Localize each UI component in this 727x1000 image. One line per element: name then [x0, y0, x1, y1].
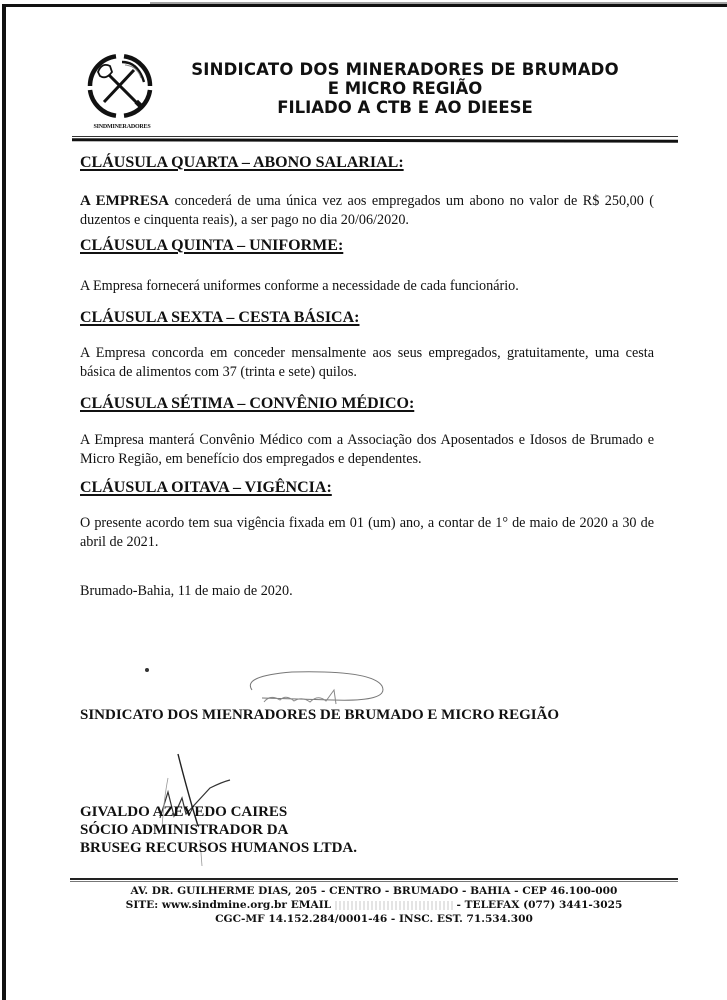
footer-registry: CGC-MF 14.152.284/0001-46 - INSC. EST. 71.534.300 [215, 913, 533, 925]
scan-border-left [2, 4, 6, 1000]
company-signatory-role: SÓCIO ADMINISTRADOR DA [80, 822, 289, 838]
scan-border-corner [2, 4, 16, 6]
union-signatory-name: SINDICATO DOS MIENRADORES DE BRUMADO E MICRO REGIÃO [80, 707, 560, 723]
company-signatory-name: GIVALDO AZEVEDO CAIRES [80, 804, 288, 820]
scan-border-top [2, 4, 727, 7]
clause-5-title: CLÁUSULA QUINTA – UNIFORME: [80, 237, 344, 254]
clause-4-body: concederá de uma única vez aos empregados um abono no valor de R$ 250,00 ( duzentos e cinquenta reais), a ser pago no dia 20/06/2020. [80, 193, 654, 228]
footer-telefax: - TELEFAX (077) 3441-3025 [456, 899, 623, 911]
clause-4-title: CLÁUSULA QUARTA – ABONO SALARIAL: [80, 154, 404, 171]
clause-6-title: CLÁUSULA SEXTA – CESTA BÁSICA: [80, 309, 360, 326]
clause-8-text: O presente acordo tem sua vigência fixada em 01 (um) ano, a contar de 1° de maio de 2020 a 30 de abril de 2021. [80, 515, 654, 550]
footer-email-redacted [335, 901, 453, 910]
clause-4-text [80, 192, 654, 230]
letterhead-line-3: FILIADO A CTB E AO DIEESE [277, 98, 533, 117]
clause-6-text: A Empresa concorda em conceder mensalmente aos seus empregados, gratuitamente, uma cesta básica de alimentos com 37 (trinta e sete) quilos. [80, 345, 654, 380]
letterhead-line-1: SINDICATO DOS MINERADORES DE BRUMADO [191, 60, 619, 79]
footer-site: SITE: www.sindmine.org.br EMAIL [125, 899, 332, 911]
clause-8-title: CLÁUSULA OITAVA – VIGÊNCIA: [80, 479, 332, 496]
union-logo-icon [82, 48, 158, 124]
letterhead-line-2: E MICRO REGIÃO [327, 79, 483, 98]
footer-address: AV. DR. GUILHERME DIAS, 205 - CENTRO - BRUMADO - BAHIA - CEP 46.100-000 [130, 885, 618, 897]
footer-divider-thin [70, 881, 678, 882]
clause-7-text: A Empresa manterá Convênio Médico com a Associação dos Aposentados e Idosos de Brumado e Micro Região, em benefício dos empregados e dependentes. [80, 432, 654, 467]
letterhead-title [170, 60, 640, 117]
header-divider-thick [72, 138, 678, 143]
logo-caption: SINDMINERADORES [93, 124, 151, 130]
place-and-date: Brumado-Bahia, 11 de maio de 2020. [80, 583, 293, 599]
scan-speck [145, 668, 149, 672]
company-signatory-block [80, 803, 357, 857]
clause-7-title: CLÁUSULA SÉTIMA – CONVÊNIO MÉDICO: [80, 395, 415, 412]
scan-border-top-shadow [150, 2, 727, 4]
clause-4-lead: A EMPRESA [80, 193, 170, 209]
header-divider-thin [72, 136, 678, 137]
company-name: BRUSEG RECURSOS HUMANOS LTDA. [80, 840, 358, 856]
clause-5-text: A Empresa fornecerá uniformes conforme a necessidade de cada funcionário. [80, 278, 519, 294]
letterhead-footer [70, 884, 678, 926]
union-signature-icon [222, 668, 392, 708]
footer-contact [70, 898, 678, 912]
footer-divider-thick [70, 878, 678, 880]
